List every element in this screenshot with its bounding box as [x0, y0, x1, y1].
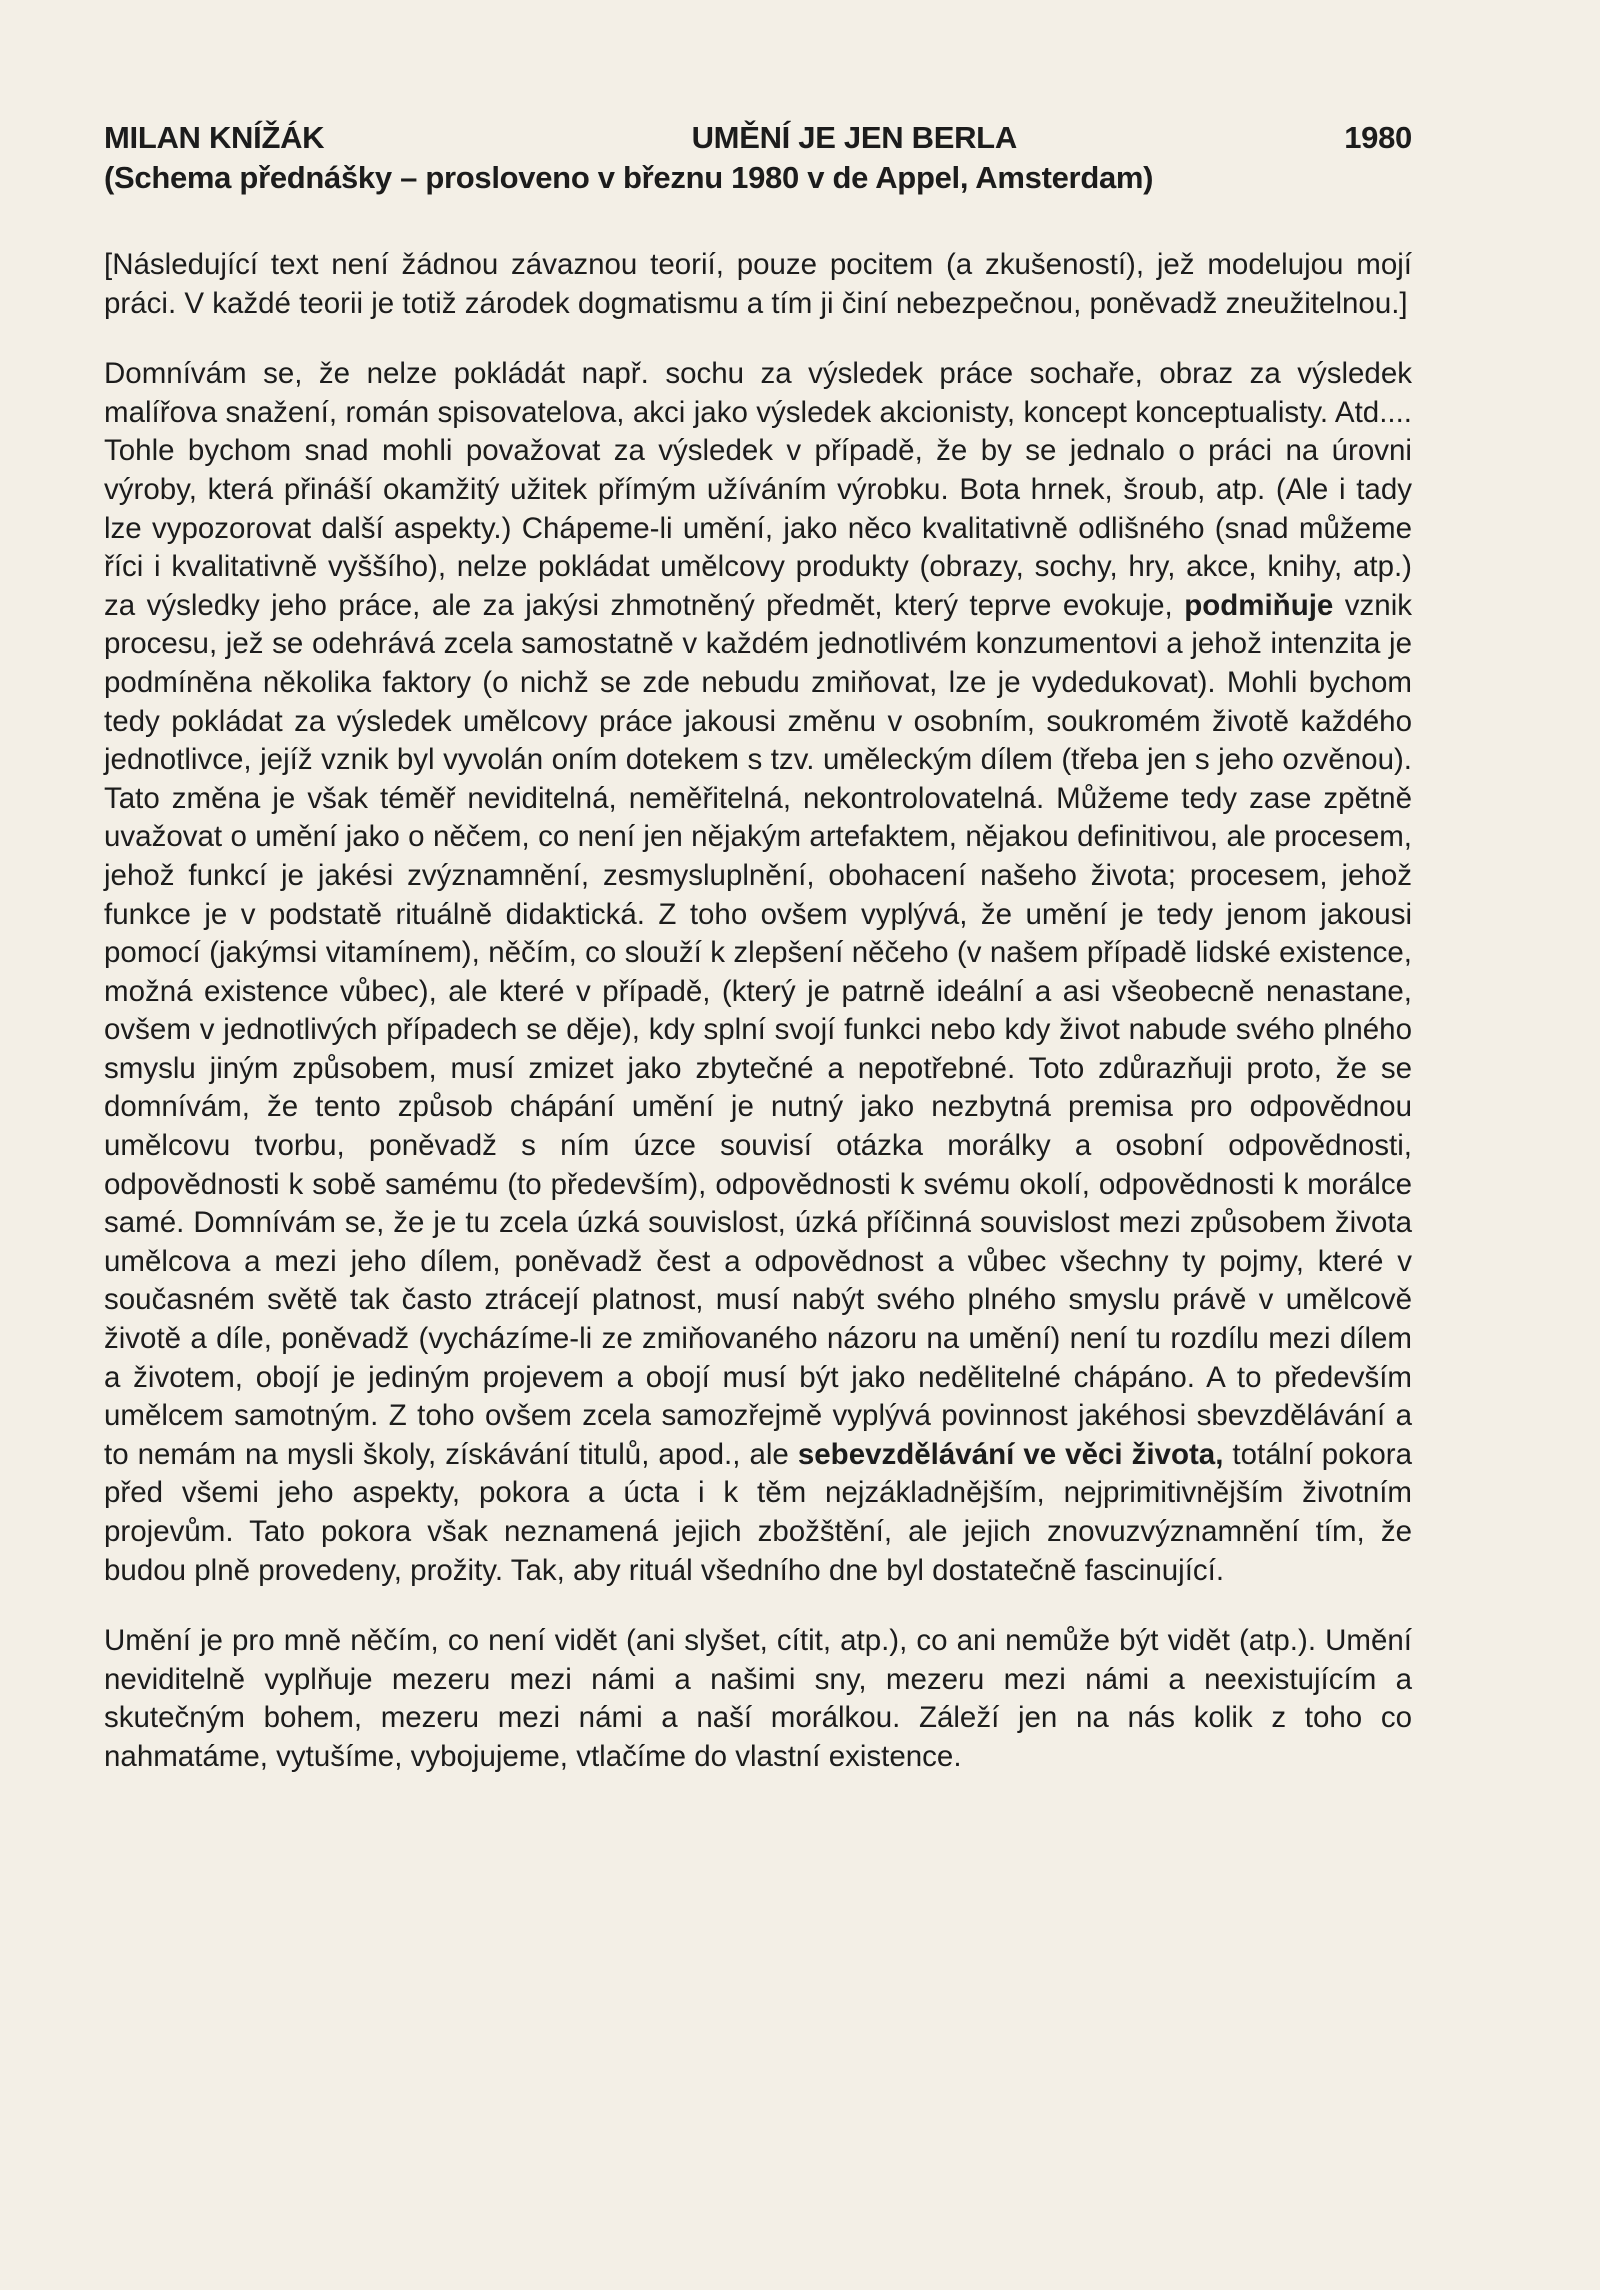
main-text-part-1: Domnívám se, že nelze pokládát např. sochu za výsledek práce sochaře, obraz za výsledek malířova snažení, román spisovatelova, akci jako výsledek akcionisty, koncept konceptualisty. Atd.... Tohle bychom snad mohli považovat za výsledek v případě, že by se jednalo o práci na úrovni výroby, která přináší okamžitý užitek přímým užíváním výrobku. Bota hrnek, šroub, atp. (Ale i tady lze vypozorovat další aspekty.) Chápeme-li umění, jako něco kvalitativně odlišného (snad můžeme říci i kvalitativně vyššího), nelze pokládat umělcovy produkty (obrazy, sochy, hry, akce, knihy, atp.) za výsledky jeho práce, ale za jakýsi zhmotněný předmět, který teprve evokuje,	[104, 357, 1412, 622]
main-paragraph	[104, 355, 1412, 1590]
header	[104, 118, 1412, 158]
emphasis-sebevzdelavani: sebevzdělávání ve věci života,	[797, 1437, 1224, 1471]
document-title: UMĚNÍ JE JEN BERLA	[691, 120, 1017, 155]
emphasis-podminuje: podmiňuje	[1184, 588, 1334, 622]
main-text-part-3: totální pokora před všemi jeho aspekty, pokora a úcta i k těm nejzákladnějším, nejprimitivnějším životním projevům. Tato pokora však neznamená jejich zbožštění, ale jejich znovuzvýznamnění tím, že budou plně provedeny, prožity. Tak, aby rituál všedního dne byl dostatečně fascinující.	[104, 1437, 1412, 1587]
closing-paragraph: Umění je pro mně něčím, co není vidět (ani slyšet, cítit, atp.), co ani nemůže být vidět (atp.). Umění neviditelně vyplňuje mezeru mezi námi a našimi sny, mezeru mezi námi a neexistujícím a skutečným bohem, mezeru mezi námi a naší morálkou. Záleží jen na nás kolik z toho co nahmatáme, vytušíme, vybojujeme, vtlačíme do vlastní existence.	[104, 1624, 1412, 1773]
author-name: MILAN KNÍŽÁK	[104, 120, 325, 155]
intro-note: [Následující text není žádnou závaznou teorií, pouze pocitem (a zkušeností), jež modelujou mojí práci. V každé teorii je totiž zárodek dogmatismu a tím ji činí nebezpečnou, poněvadž zneužitelnou.]	[104, 248, 1412, 320]
document-page	[104, 118, 1412, 1777]
main-text-part-2: vznik procesu, jež se odehrává zcela samostatně v každém jednotlivém konzumentovi a jehož intenzita je podmíněna několika faktory (o nichž se zde nebudu zmiňovat, lze je vydedukovat). Mohli bychom tedy pokládat za výsledek umělcovy práce jakousi změnu v osobním, soukromém životě každého jednotlivce, jejíž vznik byl vyvolán oním dotekem s tzv. uměleckým dílem (třeba jen s jeho ozvěnou). Tato změna je však téměř neviditelná, neměřitelná, nekontrolovatelná. Můžeme tedy zase zpětně uvažovat o umění jako o něčem, co není jen nějakým artefaktem, nějakou definitivou, ale procesem, jehož funkcí je jakési zvýznamnění, zesmysluplnění, obohacení našeho života; procesem, jehož funkce je v podstatě rituálně didaktická. Z toho ovšem vyplývá, že umění je tedy jenom jakousi pomocí (jakýmsi vitamínem), něčím, co slouží k zlepšení něčeho (v našem případě lidské existence, možná existence vůbec), ale které v případě, (který je patrně ideální a asi všeobecně nenastane, ovšem v jednotlivých případech se děje), kdy splní svojí funkci nebo kdy život nabude svého plného smyslu jiným způsobem, musí zmizet jako zbytečné a nepotřebné. Toto zdůrazňuji proto, že se domnívám, že tento způsob chápání umění je nutný jako nezbytná premisa pro odpovědnou umělcovu tvorbu, poněvadž s ním úzce souvisí otázka morálky a osobní odpovědnosti, odpovědnosti k sobě samému (to především), odpovědnosti k svému okolí, odpovědnosti k morálce samé. Domnívám se, že je tu zcela úzká souvislost, úzká příčinná souvislost mezi způsobem života umělcova a mezi jeho dílem, poněvadž čest a odpovědnost a vůbec všechny ty pojmy, které v současném světě tak často ztrácejí platnost, musí nabýt svého plného smyslu právě v umělcově životě a díle, poněvadž (vycházíme-li ze zmiňovaného názoru na umění) není tu rozdílu mezi dílem a životem, obojí je jediným projevem a obojí musí být jako nedělitelné chápáno. A to především umělcem samotným. Z toho ovšem zcela samozřejmě vyplývá povinnost jakéhosi sbevzdělávání a to nemám na mysli školy, získávání titulů, apod., ale	[104, 588, 1412, 1471]
document-year: 1980	[1344, 120, 1412, 155]
document-subtitle: (Schema přednášky – prosloveno v březnu 1980 v de Appel, Amsterdam)	[104, 160, 1154, 195]
